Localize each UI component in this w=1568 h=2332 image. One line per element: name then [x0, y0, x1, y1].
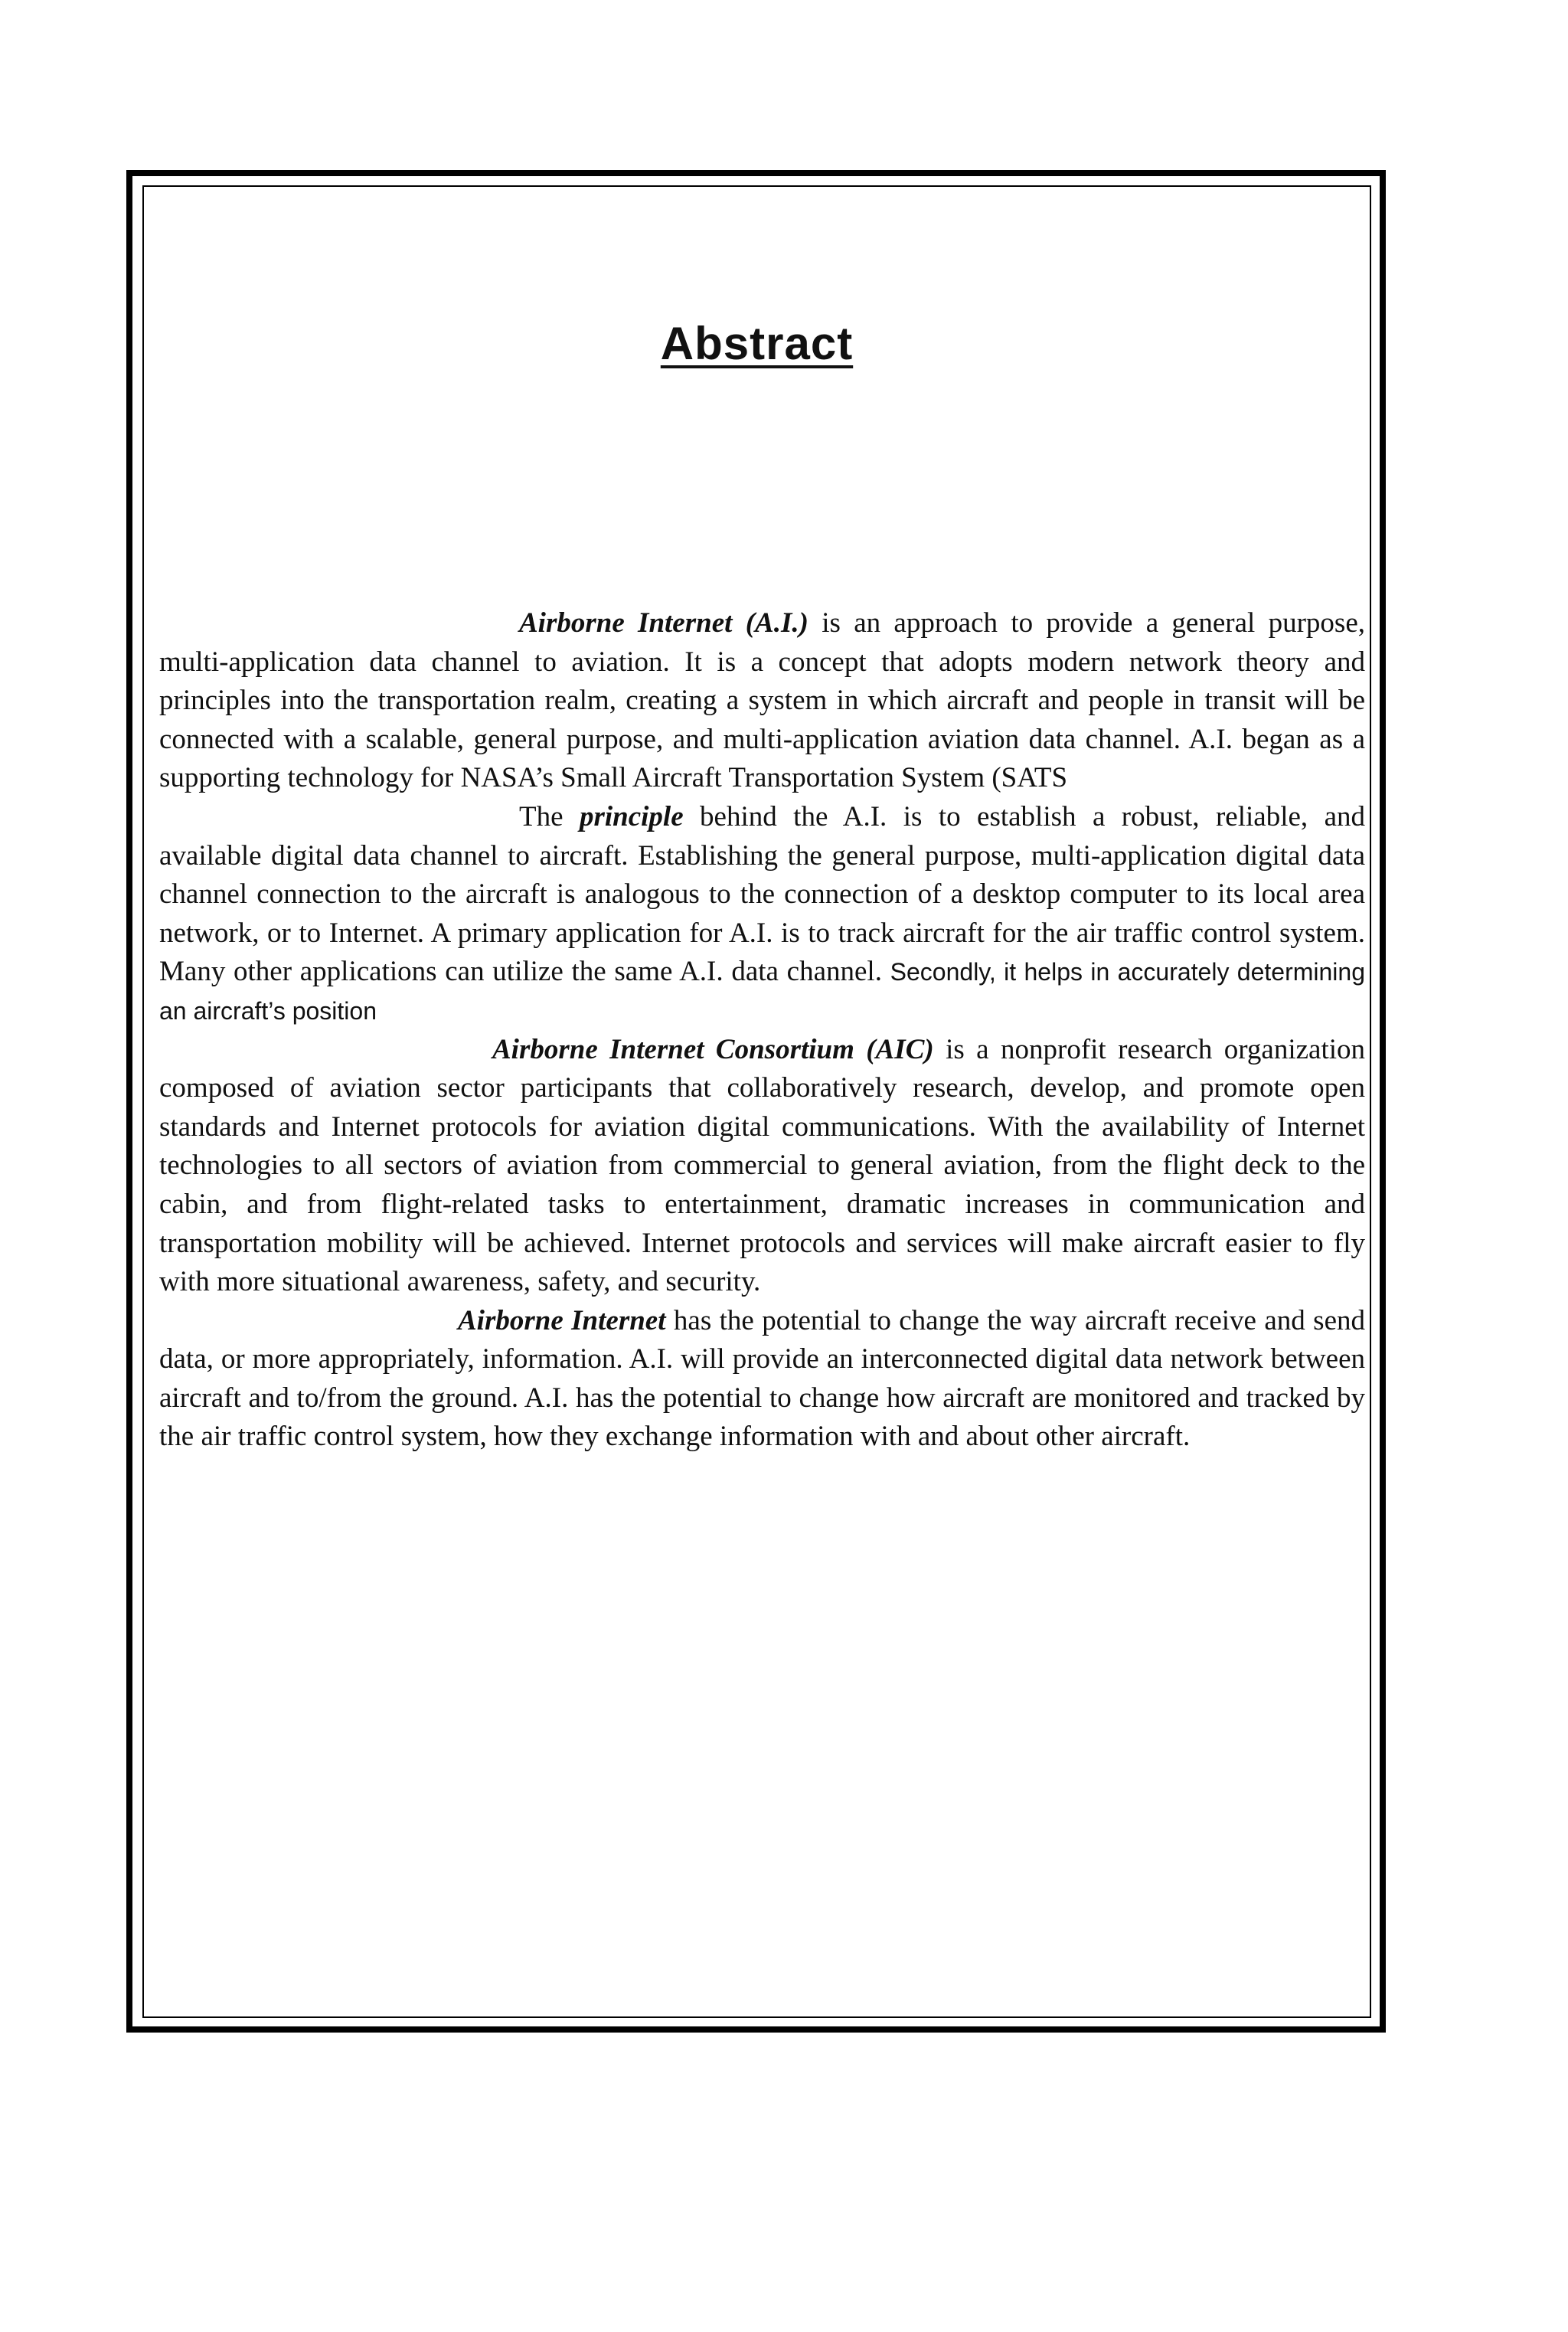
- paragraph-airborne-internet-intro: [159, 604, 1365, 798]
- paragraph-consortium: [159, 1031, 1365, 1302]
- page-border-outer: [126, 170, 1386, 2033]
- paragraph-2-before: The: [519, 800, 580, 832]
- paragraph-principle: [159, 798, 1365, 1031]
- paragraph-potential: [159, 1302, 1365, 1457]
- page-title: Abstract: [660, 318, 854, 369]
- paragraph-4-text: has the potential to change the way aircraft receive and send data, or more appropriately, information. A.I. will provide an interconnected digital data network between aircraft and to/from the ground. A.I. has the potential to change how aircraft are monitored and tracked by the air traffic control system, how they exchange information with and about other aircraft.: [159, 1304, 1365, 1453]
- paragraph-2-text: behind the A.I. is to establish a robust, reliable, and available digital data channel to aircraft. Establishing the general purpose, multi-application digital data channel connection to the aircraft is analogous to the connection of a desktop computer to its local area network, or to Internet. A primary application for A.I. is to track aircraft for the air traffic control system. Many other applications can utilize the same A.I. data channel.: [159, 800, 1365, 988]
- page-border-inner: [142, 185, 1371, 2018]
- paragraph-3-text: is a nonprofit research organization composed of aviation sector participants that collaboratively research, develop, and promote open standards and Internet protocols for aviation digital communications. With the availability of Internet technologies to all sectors of aviation from commercial to general aviation, from the flight deck to the cabin, and from flight-related tasks to entertainment, dramatic increases in communication and transportation mobility will be achieved. Internet protocols and services will make aircraft easier to fly with more situational awareness, safety, and security.: [159, 1033, 1366, 1298]
- term-airborne-internet-consortium: Airborne Internet Consortium (AIC): [492, 1033, 934, 1065]
- paragraph-1-text: is an approach to provide a general purpose, multi-application data channel to aviation. It is a concept that adopts modern network theory and principles into the transportation realm, creating a system in which aircraft and people in transit will be connected with a scalable, general purpose, and multi-application aviation data channel. A.I. began as a supporting technology for NASA’s Small Aircraft Transportation System (SATS: [159, 607, 1365, 794]
- term-principle: principle: [579, 800, 684, 832]
- paragraph-2-sans-text: Secondly, it helps in accurately determining an aircraft’s position: [159, 958, 1366, 1025]
- term-airborne-internet-ai: Airborne Internet (A.I.): [519, 607, 808, 639]
- abstract-body: [159, 604, 1365, 1457]
- term-airborne-internet: Airborne Internet: [458, 1304, 666, 1336]
